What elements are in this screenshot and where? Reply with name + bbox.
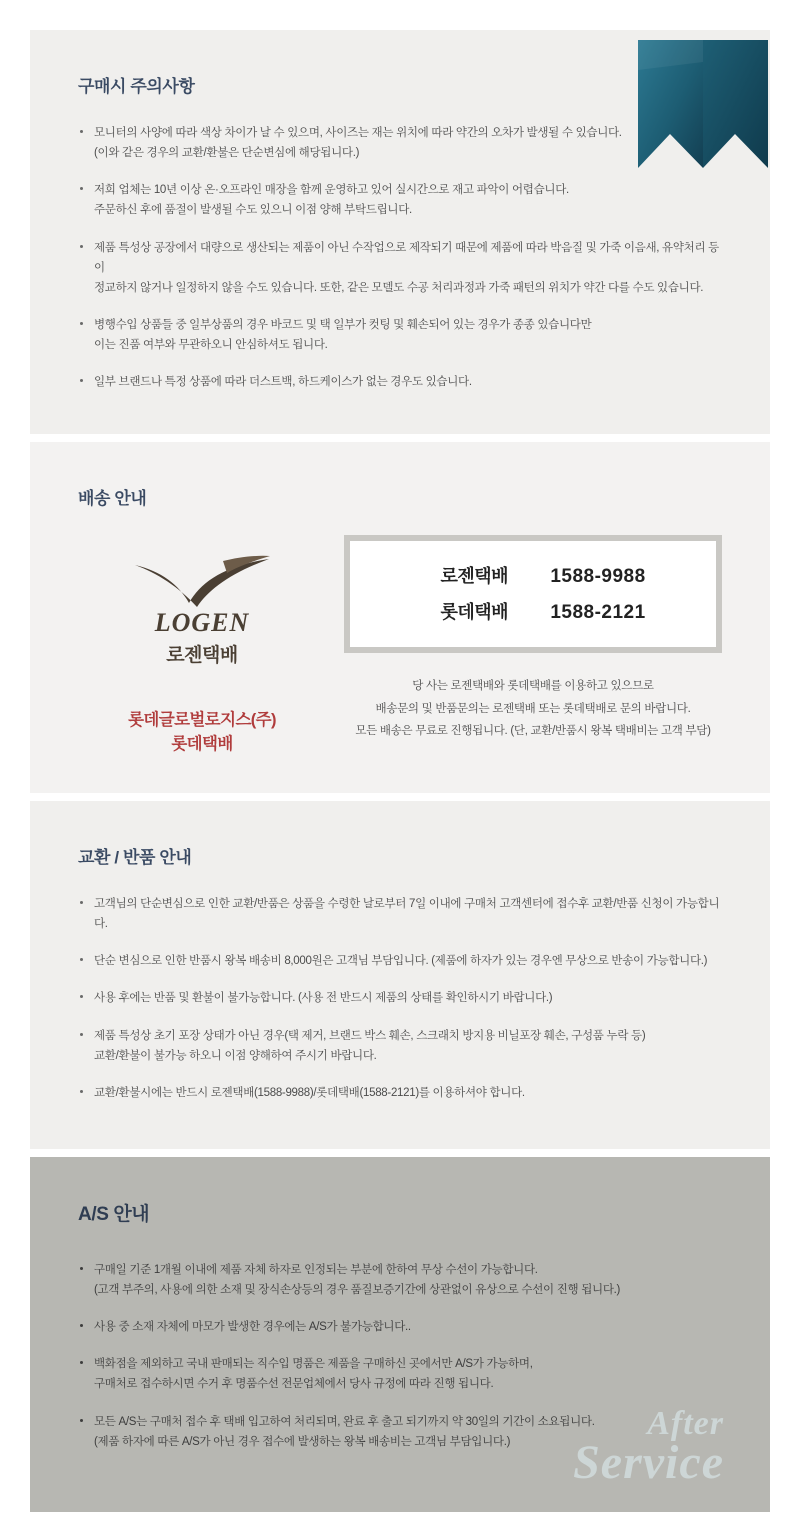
exchange-line: 교환/환불이 불가능 하오니 이점 양해하여 주시기 바랍니다.: [94, 1049, 377, 1062]
table-row: [378, 557, 688, 593]
as-line: 구매처로 접수하시면 수거 후 명품수선 전문업체에서 당사 규정에 따라 진행 됩니다.: [94, 1378, 494, 1391]
notice-title: 구매시 주의사항: [78, 77, 195, 96]
list-item: [78, 315, 722, 355]
as-line: 백화점을 제외하고 국내 판매되는 직수입 명품은 제품을 구매하신 곳에서만 A/S가 가능하며,: [94, 1358, 533, 1371]
exchange-line: 제품 특성상 초기 포장 상태가 아닌 경우(택 제거, 브랜드 박스 훼손, 스크래치 방지용 비닐포장 훼손, 구성품 누락 등): [94, 1029, 646, 1042]
exchange-line: 교환/환불시에는 반드시 로젠택배(1588-9988)/롯데택배(1588-2121)를 이용하셔야 합니다.: [94, 1086, 525, 1099]
shipping-notes: [344, 675, 722, 742]
shipping-note-line: 배송문의 및 반품문의는 로젠택배 또는 롯데택배로 문의 바랍니다.: [375, 702, 691, 715]
section-exchange-return: [30, 801, 770, 1149]
notice-line: 주문하신 후에 품절이 발생될 수도 있으니 이점 양해 부탁드립니다.: [94, 204, 412, 217]
list-item: [78, 238, 722, 298]
exchange-line: 사용 후에는 반품 및 환불이 불가능합니다. (사용 전 반드시 제품의 상태를 확인하시기 바랍니다.): [94, 992, 553, 1005]
logen-logo-kr: 로젠택배: [166, 645, 238, 667]
as-line: 모든 A/S는 구매처 접수 후 택배 입고하여 처리되며, 완료 후 출고 되기까지 약 30일의 기간이 소요됩니다.: [94, 1415, 595, 1428]
shipping-note-line: 당 사는 로젠택배와 롯데택배를 이용하고 있으므로: [412, 680, 654, 693]
shipping-title: 배송 안내: [78, 489, 147, 509]
logen-check-icon: [127, 555, 277, 612]
courier-tel: 1588-9988: [550, 566, 646, 588]
as-line: (고객 부주의, 사용에 의한 소재 및 장식손상등의 경우 품질보증기간에 상관없이 유상으로 수선이 진행 됩니다.): [94, 1284, 621, 1297]
telephone-box: [344, 535, 722, 653]
bookmark-ribbon-icon: [638, 40, 768, 168]
notice-line: 이는 진품 여부와 무관하오니 안심하셔도 됩니다.: [94, 339, 328, 351]
courier-contacts: [326, 535, 722, 742]
lotte-line-2: 롯데택배: [171, 735, 233, 754]
list-item: [78, 894, 722, 934]
list-item: [78, 1083, 722, 1103]
as-line: 사용 중 소재 자체에 마모가 발생한 경우에는 A/S가 불가능합니다..: [94, 1321, 411, 1334]
courier-name: 로젠택배: [440, 566, 508, 587]
watermark-line-2: Service: [573, 1436, 724, 1490]
section-shipping: [30, 442, 770, 793]
list-item: [78, 372, 722, 392]
page-root: [0, 30, 800, 1530]
watermark-line-1: After: [647, 1404, 724, 1442]
list-item: [78, 988, 722, 1008]
courier-tel: 1588-2121: [550, 602, 646, 624]
courier-name: 롯데택배: [440, 602, 508, 623]
exchange-line: 단순 변심으로 인한 반품시 왕복 배송비 8,000원은 고객님 부담입니다. (제품에 하자가 있는 경우엔 무상으로 반송이 가능합니다.): [94, 955, 708, 968]
list-item: [78, 1260, 722, 1300]
exchange-list: [78, 894, 722, 1103]
courier-logos: [78, 535, 326, 757]
list-item: [78, 180, 722, 220]
as-line: 구매일 기준 1개월 이내에 제품 자체 하자로 인정되는 부분에 한하여 무상 수선이 가능합니다.: [94, 1263, 538, 1276]
notice-line: 일부 브랜드나 특정 상품에 따라 더스트백, 하드케이스가 없는 경우도 있습니다.: [94, 376, 472, 389]
notice-line: (이와 같은 경우의 교환/환불은 단순변심에 해당됩니다.): [94, 147, 360, 160]
exchange-title: 교환 / 반품 안내: [78, 848, 192, 868]
list-item: [78, 1317, 722, 1337]
list-item: [78, 1412, 722, 1452]
notice-line: 모니터의 사양에 따라 색상 차이가 날 수 있으며, 사이즈는 재는 위치에 따라 약간의 오차가 발생될 수 있습니다.: [94, 127, 622, 139]
notice-line: 병행수입 상품들 중 일부상품의 경우 바코드 및 택 일부가 컷팅 및 훼손되어 있는 경우가 종종 있습니다만: [94, 318, 592, 331]
notice-line: 저희 업체는 10년 이상 온·오프라인 매장을 함께 운영하고 있어 실시간으로 재고 파악이 어렵습니다.: [94, 184, 569, 197]
list-item: [78, 1026, 722, 1066]
list-item: [78, 951, 722, 971]
shipping-note-line: 모든 배송은 무료로 진행됩니다. (단, 교환/반품시 왕복 택배비는 고객 부담): [355, 725, 711, 738]
lotte-line-1: 롯데글로벌로지스(주): [128, 711, 276, 730]
list-item: [78, 1354, 722, 1394]
as-title: A/S 안내: [78, 1203, 150, 1225]
lotte-logo-text: [78, 709, 326, 757]
list-item: [78, 123, 722, 163]
notice-list: [78, 123, 722, 392]
shipping-body: [78, 535, 722, 757]
logen-logo-text: LOGEN: [154, 608, 250, 638]
as-line: (제품 하자에 따른 A/S가 아닌 경우 접수에 발생하는 왕복 배송비는 고객님 부담입니다.): [94, 1435, 511, 1448]
notice-line: 제품 특성상 공장에서 대량으로 생산되는 제품이 아닌 수작업으로 제작되기 때문에 제품에 따라 박음질 및 가죽 이음새, 유약처리 등이: [94, 241, 719, 274]
notice-line: 정교하지 않거나 일정하지 않을 수도 있습니다. 또한, 같은 모델도 수공 처리과정과 가죽 패턴의 위치가 약간 다를 수도 있습니다.: [94, 281, 704, 294]
as-list: [78, 1260, 722, 1452]
exchange-line: 고객님의 단순변심으로 인한 교환/반품은 상품을 수령한 날로부터 7일 이내에 구매처 고객센터에 접수후 교환/반품 신청이 가능합니다.: [94, 898, 720, 931]
section-after-service: [30, 1157, 770, 1512]
table-row: [378, 593, 688, 629]
